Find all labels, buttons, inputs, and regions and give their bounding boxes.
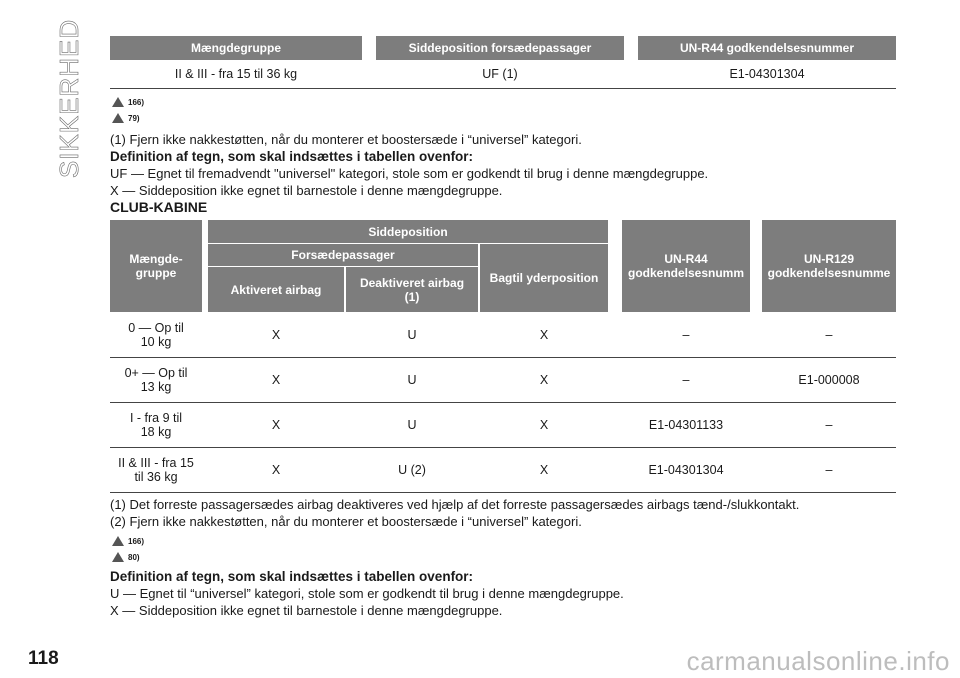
definition-title: Definition af tegn, som skal indsættes i tabellen ovenfor: (110, 149, 474, 164)
page-number: 118 (28, 648, 59, 669)
cell-airbag-on: X (271, 328, 281, 342)
header-seat-position: Siddeposition (208, 220, 608, 243)
cell-group: 0+ — Op til 13 kg (124, 366, 188, 394)
table-row (110, 313, 896, 358)
warning-ref-text: 79) (128, 113, 140, 123)
cell-group: 0 — Op til 10 kg (128, 321, 184, 349)
cell-airbag-on: X (271, 418, 281, 432)
cell-r44: – (682, 328, 690, 342)
header-r129: UN-R129 godkendelsesnumme (762, 220, 896, 312)
cell-rear: X (539, 463, 549, 477)
cell-r44: E1-04301133 (648, 418, 724, 432)
seat-table-top-header (110, 36, 896, 60)
cell-r129: – (825, 418, 833, 432)
cell-r129: – (825, 328, 833, 342)
header-r44: UN-R44 godkendelsesnumm (622, 220, 750, 312)
club-cabin-table (110, 220, 896, 492)
definition-line: UF — Egnet til fremadvendt "universel" kategori, stole som er godkendt til brug i denne mængdegruppe. (110, 166, 709, 181)
definition-line: U — Egnet til “universel” kategori, stole som er godkendt til brug i denne mængdegruppe. (110, 586, 624, 601)
cell-r44: E1-04301304 (648, 463, 724, 477)
warning-triangle-icon (112, 97, 124, 107)
warning-ref (112, 534, 896, 548)
warning-ref (112, 550, 896, 564)
definition-line: X — Siddeposition ikke egnet til barnestole i denne mængdegruppe. (110, 603, 503, 618)
club-cabin-heading: CLUB-KABINE (110, 199, 208, 215)
cell-rear: X (539, 373, 549, 387)
warning-triangle-icon (112, 113, 124, 123)
definition-title: Definition af tegn, som skal indsættes i tabellen ovenfor: (110, 569, 474, 584)
cell-r129: – (825, 463, 833, 477)
section-side-label-text: SIKKERHED (54, 18, 85, 178)
header-airbag-on: Aktiveret airbag (208, 267, 344, 312)
cell-r129: E1-000008 (798, 373, 860, 387)
cell-group: II & III - fra 15 til 36 kg (118, 456, 194, 484)
cell-airbag-off: U (407, 373, 417, 387)
header-front-passenger: Forsædepassager (208, 244, 478, 266)
cell-airbag-on: X (271, 463, 281, 477)
section-side-label (52, 18, 88, 178)
cell-group: II & III - fra 15 til 36 kg (174, 67, 298, 81)
definition-line: X — Siddeposition ikke egnet til barnestole i denne mængdegruppe. (110, 183, 503, 198)
header-group: Mængdegruppe (110, 36, 362, 60)
warning-triangle-icon (112, 552, 124, 562)
footnote: (1) Det forreste passagersædes airbag deaktiveres ved hjælp af det forreste passagersædes airbags tænd-/slukkontakt. (110, 497, 800, 512)
table-row (110, 403, 896, 448)
cell-approval: E1-04301304 (729, 67, 805, 81)
seat-table-top (110, 36, 896, 89)
table-row (110, 448, 896, 493)
table-row (110, 358, 896, 403)
header-approval: UN-R44 godkendelsesnummer (638, 36, 896, 60)
warning-ref-text: 80) (128, 552, 140, 562)
header-group: Mængde- gruppe (110, 220, 202, 312)
warning-ref-text: 166) (128, 536, 145, 546)
warning-ref (112, 95, 896, 109)
warning-triangle-icon (112, 536, 124, 546)
cell-r44: – (682, 373, 690, 387)
cell-airbag-off: U (407, 418, 417, 432)
header-front-seat: Siddeposition forsædepassager (376, 36, 624, 60)
warning-ref-text: 166) (128, 97, 145, 107)
page-content (110, 36, 896, 619)
cell-airbag-off: U (407, 328, 417, 342)
cell-rear: X (539, 328, 549, 342)
footnote: (1) Fjern ikke nakkestøtten, når du monterer et boostersæde i “universel” kategori. (110, 132, 582, 147)
header-airbag-off: Deaktiveret airbag (1) (346, 267, 478, 312)
cell-airbag-off: U (2) (398, 463, 426, 477)
watermark: carmanualsonline.info (686, 646, 950, 676)
warning-ref (112, 111, 896, 125)
cell-group: I - fra 9 til 18 kg (129, 411, 183, 439)
cell-airbag-on: X (271, 373, 281, 387)
header-rear-outer: Bagtil yderposition (480, 244, 608, 312)
footnote: (2) Fjern ikke nakkestøtten, når du monterer et boostersæde i “universel” kategori. (110, 514, 582, 529)
table-row (110, 60, 896, 89)
cell-rear: X (539, 418, 549, 432)
cell-front-seat: UF (1) (482, 67, 518, 81)
